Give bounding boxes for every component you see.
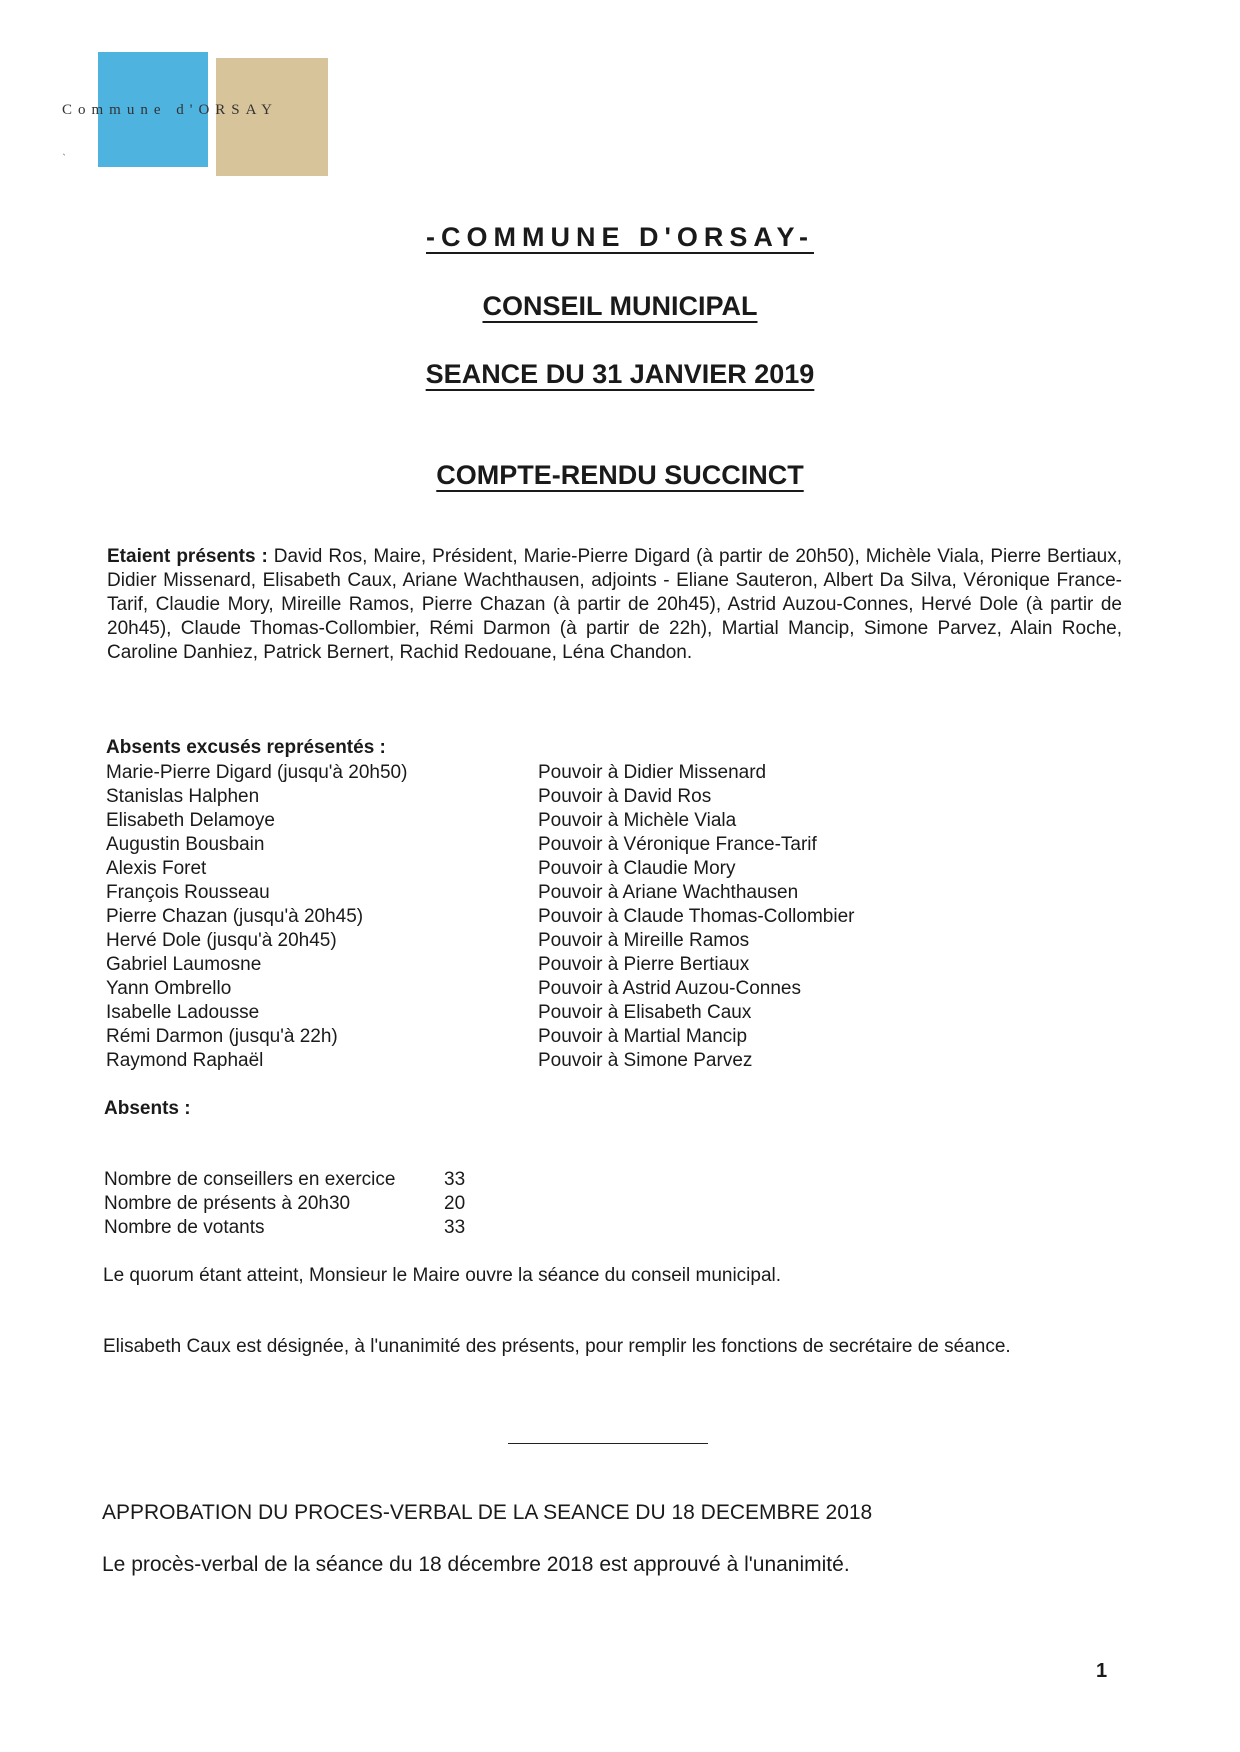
excused-name: Yann Ombrello: [106, 978, 232, 999]
excused-row: [106, 905, 1106, 929]
commune-title: -COMMUNE D'ORSAY-: [426, 222, 814, 252]
report-title: COMPTE-RENDU SUCCINCT: [436, 460, 804, 490]
excused-name: Raymond Raphaël: [106, 1050, 264, 1071]
excused-row: [106, 1001, 1106, 1025]
excused-row: [106, 953, 1106, 977]
proxy-holder: Pouvoir à Mireille Ramos: [538, 930, 750, 951]
excused-name: Elisabeth Delamoye: [106, 810, 275, 831]
excused-row: [106, 929, 1106, 953]
proxy-holder: Pouvoir à Véronique France-Tarif: [538, 834, 817, 855]
count-label: Nombre de votants: [104, 1217, 265, 1238]
excused-row: [106, 761, 1106, 785]
count-label: Nombre de conseillers en exercice: [104, 1169, 396, 1190]
excused-name: Isabelle Ladousse: [106, 1002, 260, 1023]
excused-name: Augustin Bousbain: [106, 834, 265, 855]
proxy-holder: Pouvoir à Michèle Viala: [538, 810, 737, 831]
proxy-holder: Pouvoir à Claude Thomas-Collombier: [538, 906, 855, 927]
proxy-holder: Pouvoir à Astrid Auzou-Connes: [538, 978, 801, 999]
count-value: 33: [444, 1217, 466, 1238]
excused-row: [106, 857, 1106, 881]
count-label: Nombre de présents à 20h30: [104, 1193, 351, 1214]
approval-heading: APPROBATION DU PROCES-VERBAL DE LA SEANCE DU 18 DECEMBRE 2018: [102, 1501, 873, 1524]
quorum-paragraph: Le quorum étant atteint, Monsieur le Maire ouvre la séance du conseil municipal.: [103, 1265, 782, 1286]
page-number: 1: [1096, 1660, 1108, 1682]
logo-mark-icon: ˴: [62, 146, 66, 160]
excused-row: [106, 881, 1106, 905]
logo-text: Commune d'ORSAY: [62, 102, 278, 118]
present-list: David Ros, Maire, Président, Marie-Pierre Digard (à partir de 20h50), Michèle Viala, Pierre Bertiaux, Didier Missenard, Elisabeth Caux, Ariane Wachthausen, adjoints - Eliane Sauteron, Albert Da Silva, Véronique France-Tarif, Claudie Mory, Mireille Ramos, Pierre Chazan (à partir de 20h45), Astrid Auzou-Connes, Hervé Dole (à partir de 20h45), Claude Thomas-Collombier, Rémi Darmon (à partir de 22h), Martial Mancip, Simone Parvez, Alain Roche, Caroline Danhiez, Patrick Bernert, Rachid Redouane, Léna Chandon.: [107, 546, 1122, 663]
proxy-holder: Pouvoir à Elisabeth Caux: [538, 1002, 752, 1023]
proxy-holder: Pouvoir à Simone Parvez: [538, 1050, 753, 1071]
commune-logo: [62, 52, 382, 182]
excused-row: [106, 833, 1106, 857]
excused-heading: Absents excusés représentés :: [106, 737, 386, 758]
count-row: [104, 1168, 504, 1192]
present-paragraph: [107, 545, 1122, 665]
excused-row: [106, 1025, 1106, 1049]
proxy-holder: Pouvoir à Pierre Bertiaux: [538, 954, 750, 975]
excused-name: Stanislas Halphen: [106, 786, 260, 807]
excused-row: [106, 1049, 1106, 1073]
council-title: CONSEIL MUNICIPAL: [482, 291, 758, 321]
proxy-holder: Pouvoir à Didier Missenard: [538, 762, 767, 783]
excused-name: Pierre Chazan (jusqu'à 20h45): [106, 906, 364, 927]
approval-text: Le procès-verbal de la séance du 18 décembre 2018 est approuvé à l'unanimité.: [102, 1553, 850, 1576]
proxy-holder: Pouvoir à Ariane Wachthausen: [538, 882, 799, 903]
excused-name: Rémi Darmon (jusqu'à 22h): [106, 1026, 338, 1047]
excused-row: [106, 809, 1106, 833]
section-separator: [508, 1443, 708, 1444]
count-value: 33: [444, 1169, 466, 1190]
attendance-counts: [104, 1168, 504, 1240]
absents-heading: Absents :: [104, 1098, 191, 1119]
excused-list: [106, 761, 1106, 1073]
proxy-holder: Pouvoir à David Ros: [538, 786, 712, 807]
excused-name: Hervé Dole (jusqu'à 20h45): [106, 930, 337, 951]
excused-name: Marie-Pierre Digard (jusqu'à 20h50): [106, 762, 408, 783]
secretary-paragraph: Elisabeth Caux est désignée, à l'unanimité des présents, pour remplir les fonctions de secrétaire de séance.: [103, 1336, 1011, 1357]
excused-row: [106, 977, 1106, 1001]
excused-name: Alexis Foret: [106, 858, 207, 879]
proxy-holder: Pouvoir à Claudie Mory: [538, 858, 736, 879]
session-title: SEANCE DU 31 JANVIER 2019: [425, 359, 815, 389]
excused-name: François Rousseau: [106, 882, 270, 903]
proxy-holder: Pouvoir à Martial Mancip: [538, 1026, 748, 1047]
present-label: Etaient présents :: [107, 546, 268, 567]
count-row: [104, 1192, 504, 1216]
count-value: 20: [444, 1193, 466, 1214]
excused-row: [106, 785, 1106, 809]
count-row: [104, 1216, 504, 1240]
excused-name: Gabriel Laumosne: [106, 954, 262, 975]
